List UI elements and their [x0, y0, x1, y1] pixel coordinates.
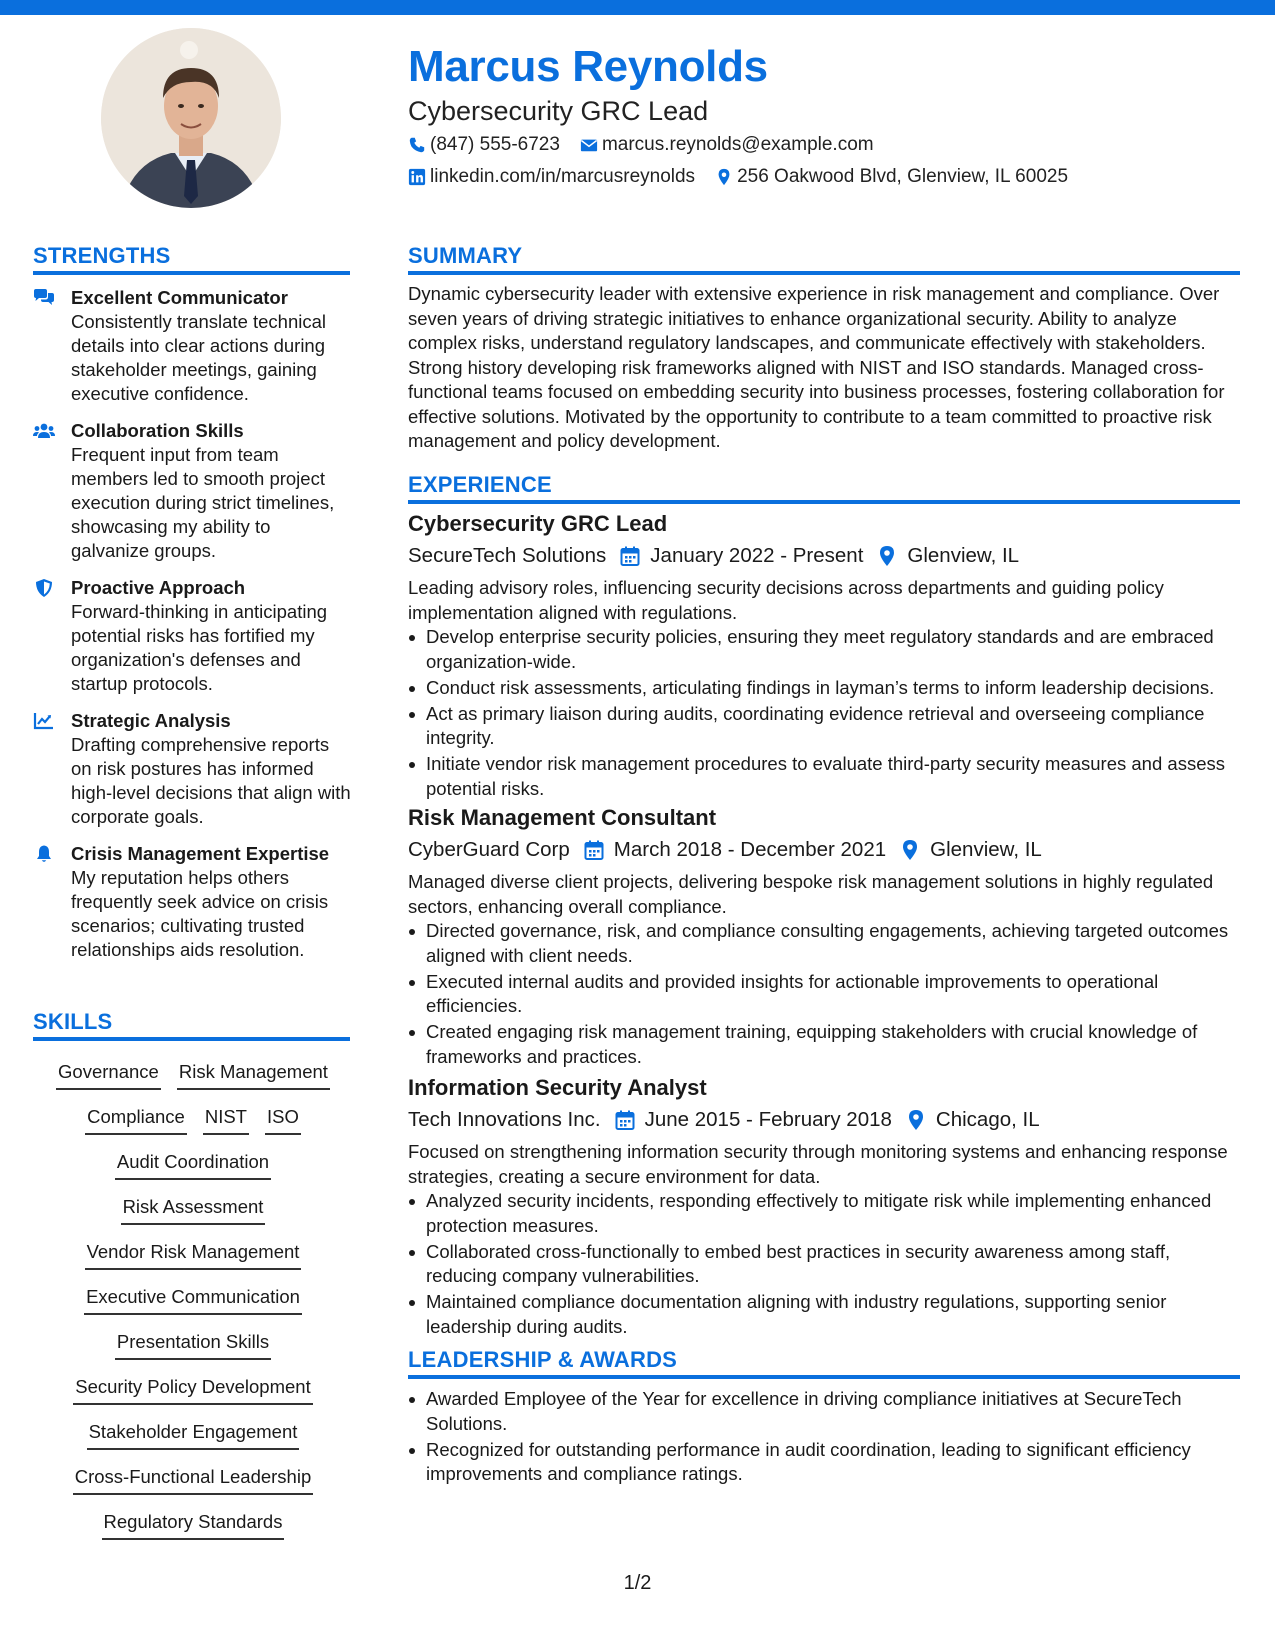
strengths-list: [33, 286, 353, 975]
skill-tag: Regulatory Standards: [102, 1510, 285, 1540]
address-contact: [715, 166, 1068, 188]
phone-icon: [408, 136, 426, 154]
candidate-role: Cybersecurity GRC Lead: [408, 96, 709, 126]
job-meta: [408, 544, 1240, 568]
bullet-item: Awarded Employee of the Year for excellence in driving compliance initiatives at SecureTech Solutions.: [426, 1387, 1240, 1436]
strength-title: Strategic Analysis: [71, 710, 231, 731]
strength-title: Crisis Management Expertise: [71, 843, 330, 864]
job-entry: [408, 804, 1240, 1071]
strengths-heading: STRENGTHS: [33, 243, 171, 268]
strength-item: [33, 709, 353, 829]
skill-row: [33, 1465, 353, 1510]
bullet-item: Maintained compliance documentation aligning with industry regulations, supporting senior leadership during audits.: [426, 1290, 1240, 1339]
leadership-bullets: [408, 1387, 1240, 1487]
email-text: marcus.reynolds@example.com: [601, 134, 874, 155]
strength-item: [33, 842, 353, 962]
bullet-item: Analyzed security incidents, responding effectively to mitigate risk while implementing enhanced protection measures.: [426, 1189, 1240, 1238]
job-location: Chicago, IL: [935, 1108, 1040, 1131]
skill-row: [33, 1420, 353, 1465]
calendar-icon: [584, 839, 604, 861]
bell-icon: [33, 844, 55, 864]
leadership-section: [408, 1387, 1240, 1488]
job-company: CyberGuard Corp: [408, 838, 570, 861]
linkedin-text: linkedin.com/in/marcusreynolds: [430, 166, 696, 187]
strength-description: My reputation helps others frequently seek advice on crisis scenarios; cultivating trusted relationships aids resolution.: [71, 867, 329, 960]
comments-icon: [33, 288, 55, 308]
skill-row: [33, 1195, 353, 1240]
job-intro: Focused on strengthening information security through monitoring systems and enhancing response strategies, creating a secure environment for data.: [408, 1141, 1228, 1187]
skill-row: [33, 1510, 353, 1555]
leadership-rule: [408, 1375, 1240, 1379]
strength-title: Collaboration Skills: [71, 420, 244, 441]
skill-tag: NIST: [203, 1105, 249, 1135]
bullet-item: Conduct risk assessments, articulating findings in layman’s terms to inform leadership decisions.: [426, 676, 1240, 701]
job-location: Glenview, IL: [930, 838, 1042, 861]
phone-text: (847) 555-6723: [430, 134, 560, 155]
skill-tag: Stakeholder Engagement: [87, 1420, 300, 1450]
map-pin-icon: [906, 1109, 926, 1131]
summary-heading: SUMMARY: [408, 243, 523, 268]
skill-row: [33, 1150, 353, 1195]
job-bullets: [408, 1189, 1240, 1339]
skill-row: [33, 1375, 353, 1420]
summary-rule: [408, 271, 1240, 275]
bullet-item: Develop enterprise security policies, ensuring they meet regulatory standards and are embraced organization-wide.: [426, 625, 1240, 674]
skill-row: [33, 1330, 353, 1375]
page-number: 1/2: [623, 1572, 652, 1594]
leadership-heading: LEADERSHIP & AWARDS: [408, 1347, 678, 1372]
summary-text: Dynamic cybersecurity leader with extensive experience in risk management and compliance. Over seven years of driving strategic initiatives to enhance organizational security. Ability to analyze complex risks, understand regulatory landscapes, and communicate effectively with stakeholders. Strong history developing risk frameworks aligned with NIST and ISO standards. Managed cross-functional teams focused on embedding security into business processes, fostering collaboration for effective solutions. Motivated by the opportunity to contribute to a team committed to proactive risk management and policy development.: [408, 283, 1225, 451]
chart-line-icon: [33, 711, 55, 731]
skill-row: [33, 1105, 353, 1150]
bullet-item: Collaborated cross-functionally to embed best practices in security awareness among staff, reducing company vulnerabilities.: [426, 1240, 1240, 1289]
linkedin-icon: [408, 168, 426, 186]
strength-title: Excellent Communicator: [71, 287, 288, 308]
skill-tag: Audit Coordination: [115, 1150, 271, 1180]
strengths-rule: [33, 271, 350, 275]
bullet-item: Created engaging risk management training, equipping stakeholders with crucial knowledge of frameworks and practices.: [426, 1020, 1240, 1069]
strength-title: Proactive Approach: [71, 577, 246, 598]
experience-rule: [408, 500, 1240, 504]
skill-tag: Vendor Risk Management: [85, 1240, 302, 1270]
skill-tag: Executive Communication: [84, 1285, 302, 1315]
contact-row-1: [408, 134, 894, 156]
job-company: SecureTech Solutions: [408, 544, 607, 567]
job-dates: June 2015 - February 2018: [644, 1108, 892, 1131]
address-text: 256 Oakwood Blvd, Glenview, IL 60025: [737, 166, 1069, 187]
strength-item: [33, 286, 353, 406]
bullet-item: Directed governance, risk, and compliance consulting engagements, achieving targeted outcomes aligned with client needs.: [426, 919, 1240, 968]
calendar-icon: [615, 1109, 635, 1131]
job-title: Cybersecurity GRC Lead: [408, 511, 668, 536]
strength-item: [33, 576, 353, 696]
job-intro: Leading advisory roles, influencing security decisions across departments and guiding policy implementation aligned with regulations.: [408, 577, 1164, 623]
users-icon: [33, 421, 55, 441]
contact-row-2: [408, 166, 1088, 188]
bullet-item: Act as primary liaison during audits, coordinating evidence retrieval and overseeing compliance integrity.: [426, 702, 1240, 751]
summary-section: [408, 282, 1240, 454]
skill-tag: ISO: [265, 1105, 301, 1135]
bullet-item: Recognized for outstanding performance in audit coordination, leading to significant efficiency improvements and compliance ratings.: [426, 1438, 1240, 1487]
skill-tag: Risk Assessment: [121, 1195, 266, 1225]
skill-tag: Cross-Functional Leadership: [73, 1465, 314, 1495]
candidate-name: Marcus Reynolds: [408, 42, 768, 91]
job-title: Risk Management Consultant: [408, 805, 717, 830]
strength-description: Forward-thinking in anticipating potential risks has fortified my organization's defenses and startup protocols.: [71, 601, 328, 694]
job-bullets: [408, 625, 1240, 801]
job-dates: March 2018 - December 2021: [613, 838, 887, 861]
job-entry: [408, 510, 1240, 803]
profile-photo: [101, 28, 281, 208]
strength-description: Frequent input from team members led to smooth project execution during strict timelines, showcasing my ability to galvanize groups.: [71, 444, 335, 561]
skill-tag: Risk Management: [177, 1060, 330, 1090]
envelope-icon: [580, 136, 598, 154]
job-intro: Managed diverse client projects, delivering bespoke risk management solutions in highly regulated sectors, enhancing overall compliance.: [408, 871, 1214, 917]
phone-contact[interactable]: [408, 134, 560, 156]
job-dates: January 2022 - Present: [650, 544, 864, 567]
top-accent-bar: [0, 0, 1275, 15]
skill-tag: Presentation Skills: [115, 1330, 271, 1360]
skills-heading: SKILLS: [33, 1009, 113, 1034]
bullet-item: Initiate vendor risk management procedures to evaluate third-party security measures and assess potential risks.: [426, 752, 1240, 801]
skill-row: [33, 1285, 353, 1330]
email-contact[interactable]: [580, 134, 874, 156]
strength-item: [33, 419, 353, 563]
skill-tag: Governance: [56, 1060, 161, 1090]
job-company: Tech Innovations Inc.: [408, 1108, 601, 1131]
skill-row: [33, 1060, 353, 1105]
skills-rule: [33, 1037, 350, 1041]
strength-description: Consistently translate technical details into clear actions during stakeholder meetings, gaining executive confidence.: [71, 311, 327, 404]
bullet-item: Executed internal audits and provided insights for actionable improvements to operational efficiencies.: [426, 970, 1240, 1019]
map-pin-icon: [900, 839, 920, 861]
job-meta: [408, 838, 1240, 862]
job-entry: [408, 1074, 1240, 1341]
map-pin-icon: [715, 168, 733, 186]
linkedin-contact[interactable]: [408, 166, 695, 188]
job-meta: [408, 1108, 1240, 1132]
experience-heading: EXPERIENCE: [408, 472, 552, 497]
strength-description: Drafting comprehensive reports on risk postures has informed high-level decisions that align with corporate goals.: [71, 734, 351, 827]
map-pin-icon: [877, 545, 897, 567]
shield-icon: [33, 578, 55, 598]
job-title: Information Security Analyst: [408, 1075, 707, 1100]
job-location: Glenview, IL: [907, 544, 1020, 567]
skill-tag: Compliance: [85, 1105, 187, 1135]
job-bullets: [408, 919, 1240, 1069]
skill-tag: Security Policy Development: [73, 1375, 312, 1405]
skill-row: [33, 1240, 353, 1285]
calendar-icon: [620, 545, 640, 567]
skills-list: [33, 1060, 353, 1555]
